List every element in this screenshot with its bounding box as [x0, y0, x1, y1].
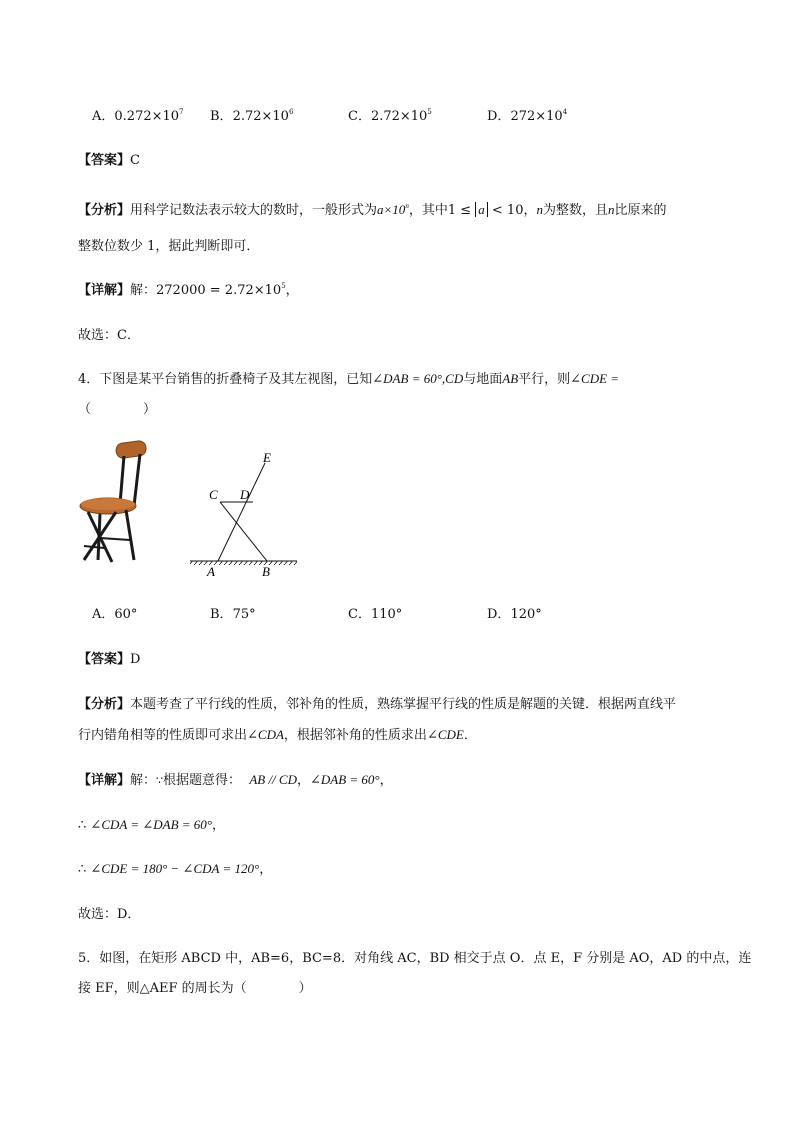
q4-detail-line1: 【详解】解：∵根据题意得： AB // CD，∠DAB = 60°， — [78, 772, 393, 788]
diagram-label-c: C — [209, 487, 218, 502]
q5-stem-line1: 5．如图，在矩形 ABCD 中，AB=6，BC=8．对角线 AC，BD 相交于点 O．点 E，F 分别是 AO，AD 的中点，连 — [78, 951, 752, 966]
q4-choose: 故选：D． — [78, 907, 141, 922]
q4-analysis-line1: 【分析】本题考查了平行线的性质，邻补角的性质，熟练掌握平行线的性质是解题的关键．根据两直线平 — [78, 697, 677, 712]
q4-option-b: B．75° — [210, 607, 256, 622]
q3-option-d: D．$272\times 10^4$ — [487, 108, 568, 124]
q3-option-a: A．$0.272\times 10^7$ — [92, 108, 184, 124]
q3-detail: 【详解】解：$272000 = 2.72\times 10^5$， — [78, 282, 299, 298]
q3-analysis-line2: 整数位数少 1，据此判断即可． — [78, 239, 260, 254]
q3-option-b: B．$2.72\times 10^6$ — [210, 108, 294, 124]
q4-analysis-line2: 行内错角相等的性质即可求出∠CDA，根据邻补角的性质求出∠CDE． — [78, 727, 477, 743]
q4-stem-line1: 4．下图是某平台销售的折叠椅子及其左视图，已知∠DAB = 60°,CD与地面AB平行，则∠CDE = — [78, 371, 620, 387]
q4-stem-line2: （ ） — [78, 402, 157, 417]
q3-option-c: C．$2.72\times 10^5$ — [348, 108, 432, 124]
chair-left-view-diagram — [185, 450, 305, 582]
q3-answer: 【答案】C — [78, 153, 140, 168]
q3-analysis-line1: 【分析】用科学记数法表示较大的数时，一般形式为$a\times 10^n$，其中1 ≤ a < 10，n为整数，且n比原来的 — [78, 202, 667, 218]
q5-stem-line2: 接 EF，则△AEF 的周长为（ ） — [78, 981, 312, 996]
q4-option-d: D．120° — [487, 607, 542, 622]
diagram-label-a: A — [207, 564, 215, 579]
diagram-label-e: E — [263, 450, 271, 465]
q3-choose: 故选：C． — [78, 328, 140, 343]
q4-answer: 【答案】D — [78, 652, 141, 667]
q4-detail-line2: ∴ ∠CDA = ∠DAB = 60°， — [78, 817, 226, 833]
because-icon: ∵ — [156, 774, 164, 787]
q4-option-c: C．110° — [348, 607, 403, 622]
q4-option-a: A．60° — [92, 607, 138, 622]
diagram-label-b: B — [262, 564, 270, 579]
folding-chair-image — [72, 434, 158, 566]
diagram-label-d: D — [240, 487, 250, 502]
q4-detail-line3: ∴ ∠CDE = 180° − ∠CDA = 120°， — [78, 861, 273, 877]
